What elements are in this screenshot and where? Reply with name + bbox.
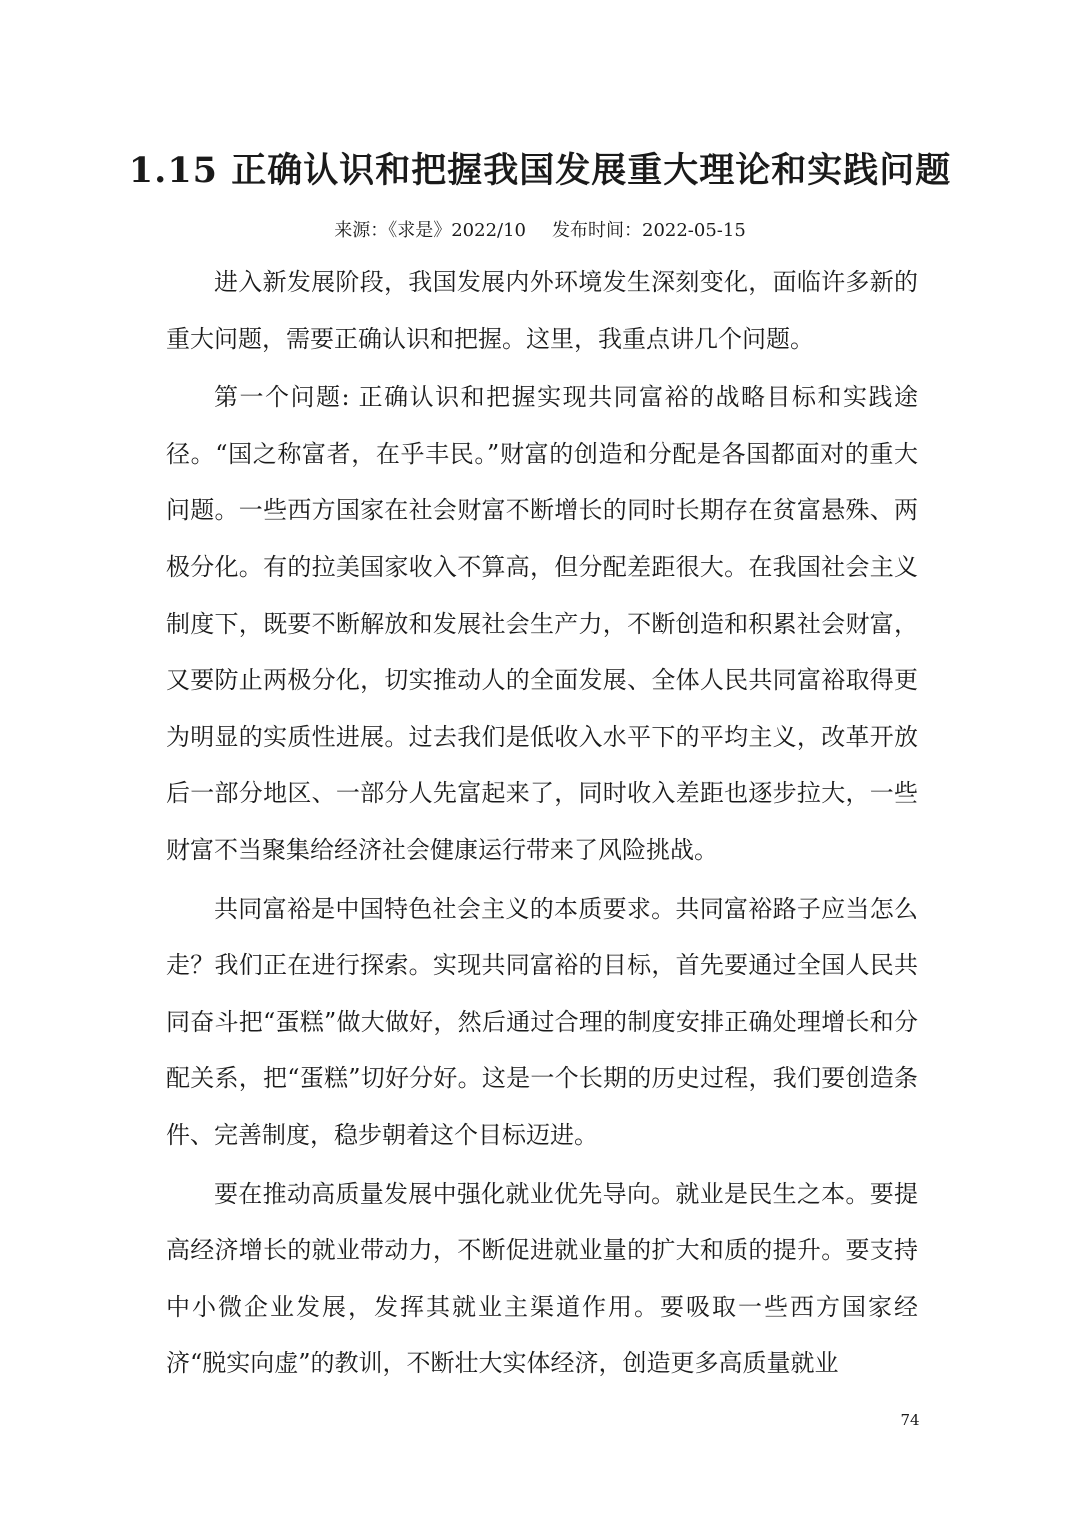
article-body [166,254,918,1392]
source-label: 来源：《求是》2022/10 [334,220,526,241]
publish-date: 发布时间：2022-05-15 [552,220,746,241]
paragraph: 要在推动高质量发展中强化就业优先导向。就业是民生之本。要提高经济增长的就业带动力，不断促进就业量的扩大和质的提升。要支持中小微企业发展，发挥其就业主渠道作用。要吸取一些西方国家经济“脱实向虚”的教训，不断壮大实体经济，创造更多高质量就业 [166,1179,918,1378]
paragraph: 第一个问题: 正确认识和把握实现共同富裕的战略目标和实践途径。“国之称富者，在乎丰民。”财富的创造和分配是各国都面对的重大问题。一些西方国家在社会财富不断增长的同时长期存在贫富悬殊、两极分化。有的拉美国家收入不算高，但分配差距很大。在我国社会主义制度下，既要不断解放和发展社会生产力，不断创造和积累社会财富，又要防止两极分化，切实推动人的全面发展、全体人民共同富裕取得更为明显的实质性进展。过去我们是低收入水平下的平均主义，改革开放后一部分地区、一部分人先富起来了，同时收入差距也逐步拉大，一些财富不当聚集给经济社会健康运行带来了风险挑战。 [166,383,918,864]
document-title: 1.15 正确认识和把握我国发展重大理论和实践问题 [128,150,952,191]
page-number: 74 [900,1411,920,1429]
paragraph: 进入新发展阶段，我国发展内外环境发生深刻变化，面临许多新的重大问题，需要正确认识和把握。这里，我重点讲几个问题。 [166,268,918,353]
paragraph: 共同富裕是中国特色社会主义的本质要求。共同富裕路子应当怎么走？我们正在进行探索。实现共同富裕的目标，首先要通过全国人民共同奋斗把“蛋糕”做大做好，然后通过合理的制度安排正确处理增长和分配关系，把“蛋糕”切好分好。这是一个长期的历史过程，我们要创造条件、完善制度，稳步朝着这个目标迈进。 [166,894,918,1149]
article-meta [0,216,1080,246]
